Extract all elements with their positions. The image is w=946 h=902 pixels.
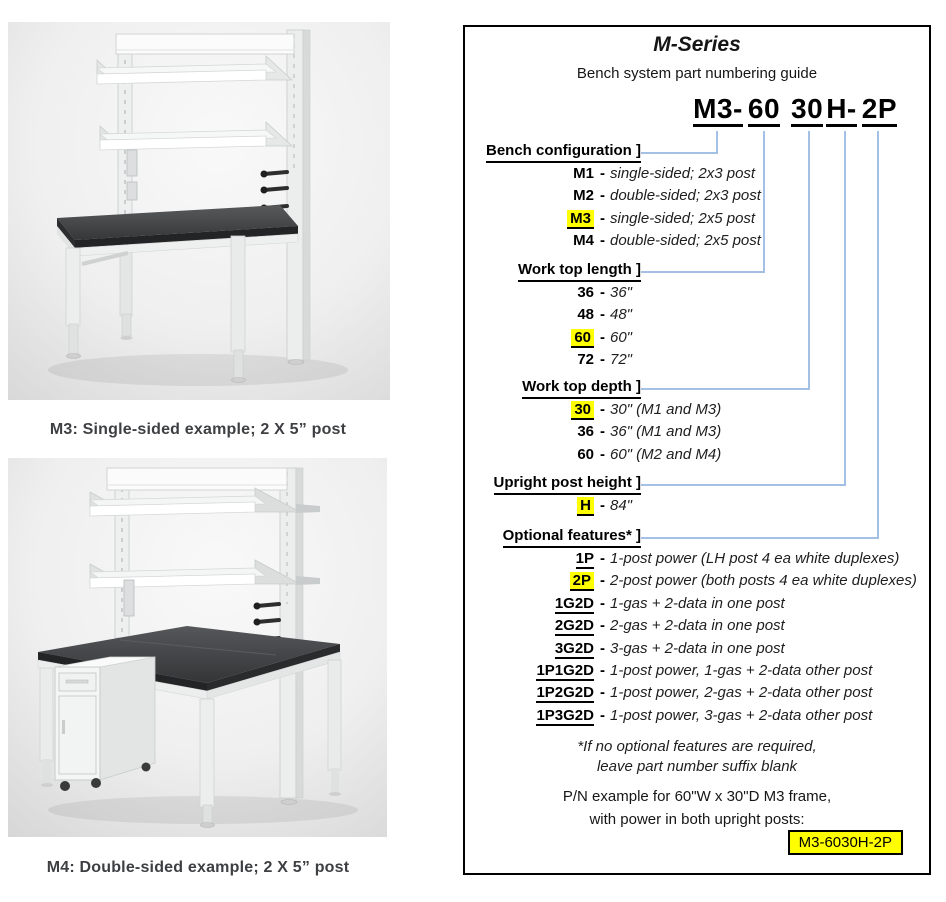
item-separator: - [600, 284, 605, 301]
item-description: 36" [610, 284, 633, 301]
example-caption-line-1: P/N example for 60"W x 30"D M3 frame, [562, 788, 832, 805]
item-separator: - [600, 572, 605, 590]
guide-subtitle: Bench system part numbering guide [576, 65, 818, 82]
item-code: 36 [577, 284, 594, 301]
list-item [465, 570, 929, 592]
item-code: M2 [573, 187, 594, 205]
part-number-segment-depth: 30 [791, 94, 823, 127]
footnote-line-1: *If no optional features are required, [577, 738, 817, 755]
m3-caption: M3: Single-sided example; 2 X 5” post [49, 421, 347, 438]
item-separator: - [600, 401, 605, 418]
item-code: 36 [577, 423, 594, 441]
part-numbering-guide-panel [463, 25, 931, 875]
list-item [465, 399, 929, 421]
guide-title: M-Series [653, 33, 741, 56]
item-separator: - [600, 165, 605, 182]
item-description: double-sided; 2x3 post [610, 187, 761, 205]
item-separator: - [600, 187, 605, 205]
list-item [465, 327, 929, 349]
item-code: 1P2G2D [536, 684, 594, 702]
item-description: 2-post power (both posts 4 ea white duplexes) [610, 572, 917, 590]
item-description: 84" [610, 497, 633, 514]
item-separator: - [600, 497, 605, 514]
item-separator: - [600, 306, 605, 324]
item-description: 36" (M1 and M3) [610, 423, 722, 441]
item-code: 2G2D [554, 617, 594, 635]
list-item [465, 495, 929, 517]
section-bench-configuration [465, 141, 929, 253]
list-item [465, 548, 929, 570]
section-heading: Optional features* ] [503, 526, 641, 548]
item-description: 2-gas + 2-data in one post [610, 617, 785, 635]
item-separator: - [600, 661, 605, 679]
part-number-segment-length: 60 [748, 94, 780, 127]
item-code: 1P1G2D [536, 661, 594, 679]
item-code-highlighted: 60 [571, 329, 594, 348]
item-description: 30" (M1 and M3) [610, 401, 722, 418]
item-description: 1-post power, 2-gas + 2-data other post [610, 684, 873, 702]
item-separator: - [600, 351, 605, 369]
item-description: 72" [610, 351, 633, 369]
list-item [465, 444, 929, 466]
part-number-example-caption [465, 786, 929, 831]
item-code-highlighted: M3 [567, 210, 594, 229]
list-item [465, 163, 929, 185]
footnote-line-2: leave part number suffix blank [596, 758, 798, 775]
item-description: single-sided; 2x5 post [610, 209, 756, 227]
m4-caption: M4: Double-sided example; 2 X 5” post [46, 859, 350, 876]
item-code: 60 [577, 445, 594, 463]
section-worktop-length [465, 260, 929, 372]
item-code: 1P3G2D [536, 706, 594, 724]
item-separator: - [600, 684, 605, 702]
list-item [465, 705, 929, 727]
section-heading: Upright post height ] [494, 473, 641, 495]
item-code: 48 [577, 306, 594, 324]
list-item [465, 638, 929, 660]
m3-bench-image [8, 22, 390, 400]
item-separator: - [600, 445, 605, 463]
example-part-number-badge: M3-6030H-2P [788, 830, 903, 855]
item-description: single-sided; 2x3 post [610, 165, 756, 182]
list-item [465, 349, 929, 371]
list-item [465, 282, 929, 304]
item-description: 1-post power, 1-gas + 2-data other post [610, 661, 873, 679]
item-code-highlighted: 30 [571, 401, 594, 420]
m3-bench-render [8, 22, 390, 400]
item-description: double-sided; 2x5 post [610, 232, 761, 250]
item-separator: - [600, 639, 605, 657]
item-separator: - [600, 328, 605, 346]
item-code-highlighted: H [577, 497, 594, 516]
item-separator: - [600, 209, 605, 227]
item-description: 1-post power (LH post 4 ea white duplexes) [610, 550, 900, 567]
part-number-example [693, 93, 897, 127]
item-description: 48" [610, 306, 633, 324]
item-separator: - [600, 594, 605, 612]
item-description: 1-post power, 3-gas + 2-data other post [610, 706, 873, 724]
section-heading: Work top depth ] [522, 377, 641, 399]
list-item [465, 421, 929, 443]
item-code: M1 [573, 165, 594, 182]
section-optional-features [465, 526, 929, 727]
part-number-segment-options: 2P [862, 94, 897, 127]
item-separator: - [600, 706, 605, 724]
item-separator: - [600, 423, 605, 441]
list-item [465, 230, 929, 252]
optional-features-footnote [465, 737, 929, 777]
item-separator: - [600, 617, 605, 635]
example-caption-line-2: with power in both upright posts: [589, 810, 805, 828]
item-code: 1P [575, 550, 594, 567]
m4-bench-image [8, 458, 387, 837]
item-description: 60" (M2 and M4) [610, 445, 722, 463]
item-code: 3G2D [554, 639, 594, 657]
list-item [465, 208, 929, 230]
section-heading: Bench configuration ] [486, 141, 641, 163]
item-description: 3-gas + 2-data in one post [610, 639, 785, 657]
section-post-height [465, 473, 929, 517]
m4-bench-render [8, 458, 387, 837]
list-item [465, 593, 929, 615]
list-item [465, 185, 929, 207]
item-code: 72 [577, 351, 594, 369]
item-description: 1-gas + 2-data in one post [610, 594, 785, 612]
item-separator: - [600, 232, 605, 250]
item-code-highlighted: 2P [570, 572, 594, 591]
list-item [465, 682, 929, 704]
part-number-segment-height: H- [826, 94, 857, 127]
item-code: M4 [573, 232, 594, 250]
list-item [465, 660, 929, 682]
list-item [465, 304, 929, 326]
item-description: 60" [610, 328, 633, 346]
part-number-segment-config: M3- [693, 94, 743, 127]
list-item [465, 615, 929, 637]
item-separator: - [600, 550, 605, 567]
section-heading: Work top length ] [518, 260, 641, 282]
section-worktop-depth [465, 377, 929, 466]
item-code: 1G2D [554, 594, 594, 612]
